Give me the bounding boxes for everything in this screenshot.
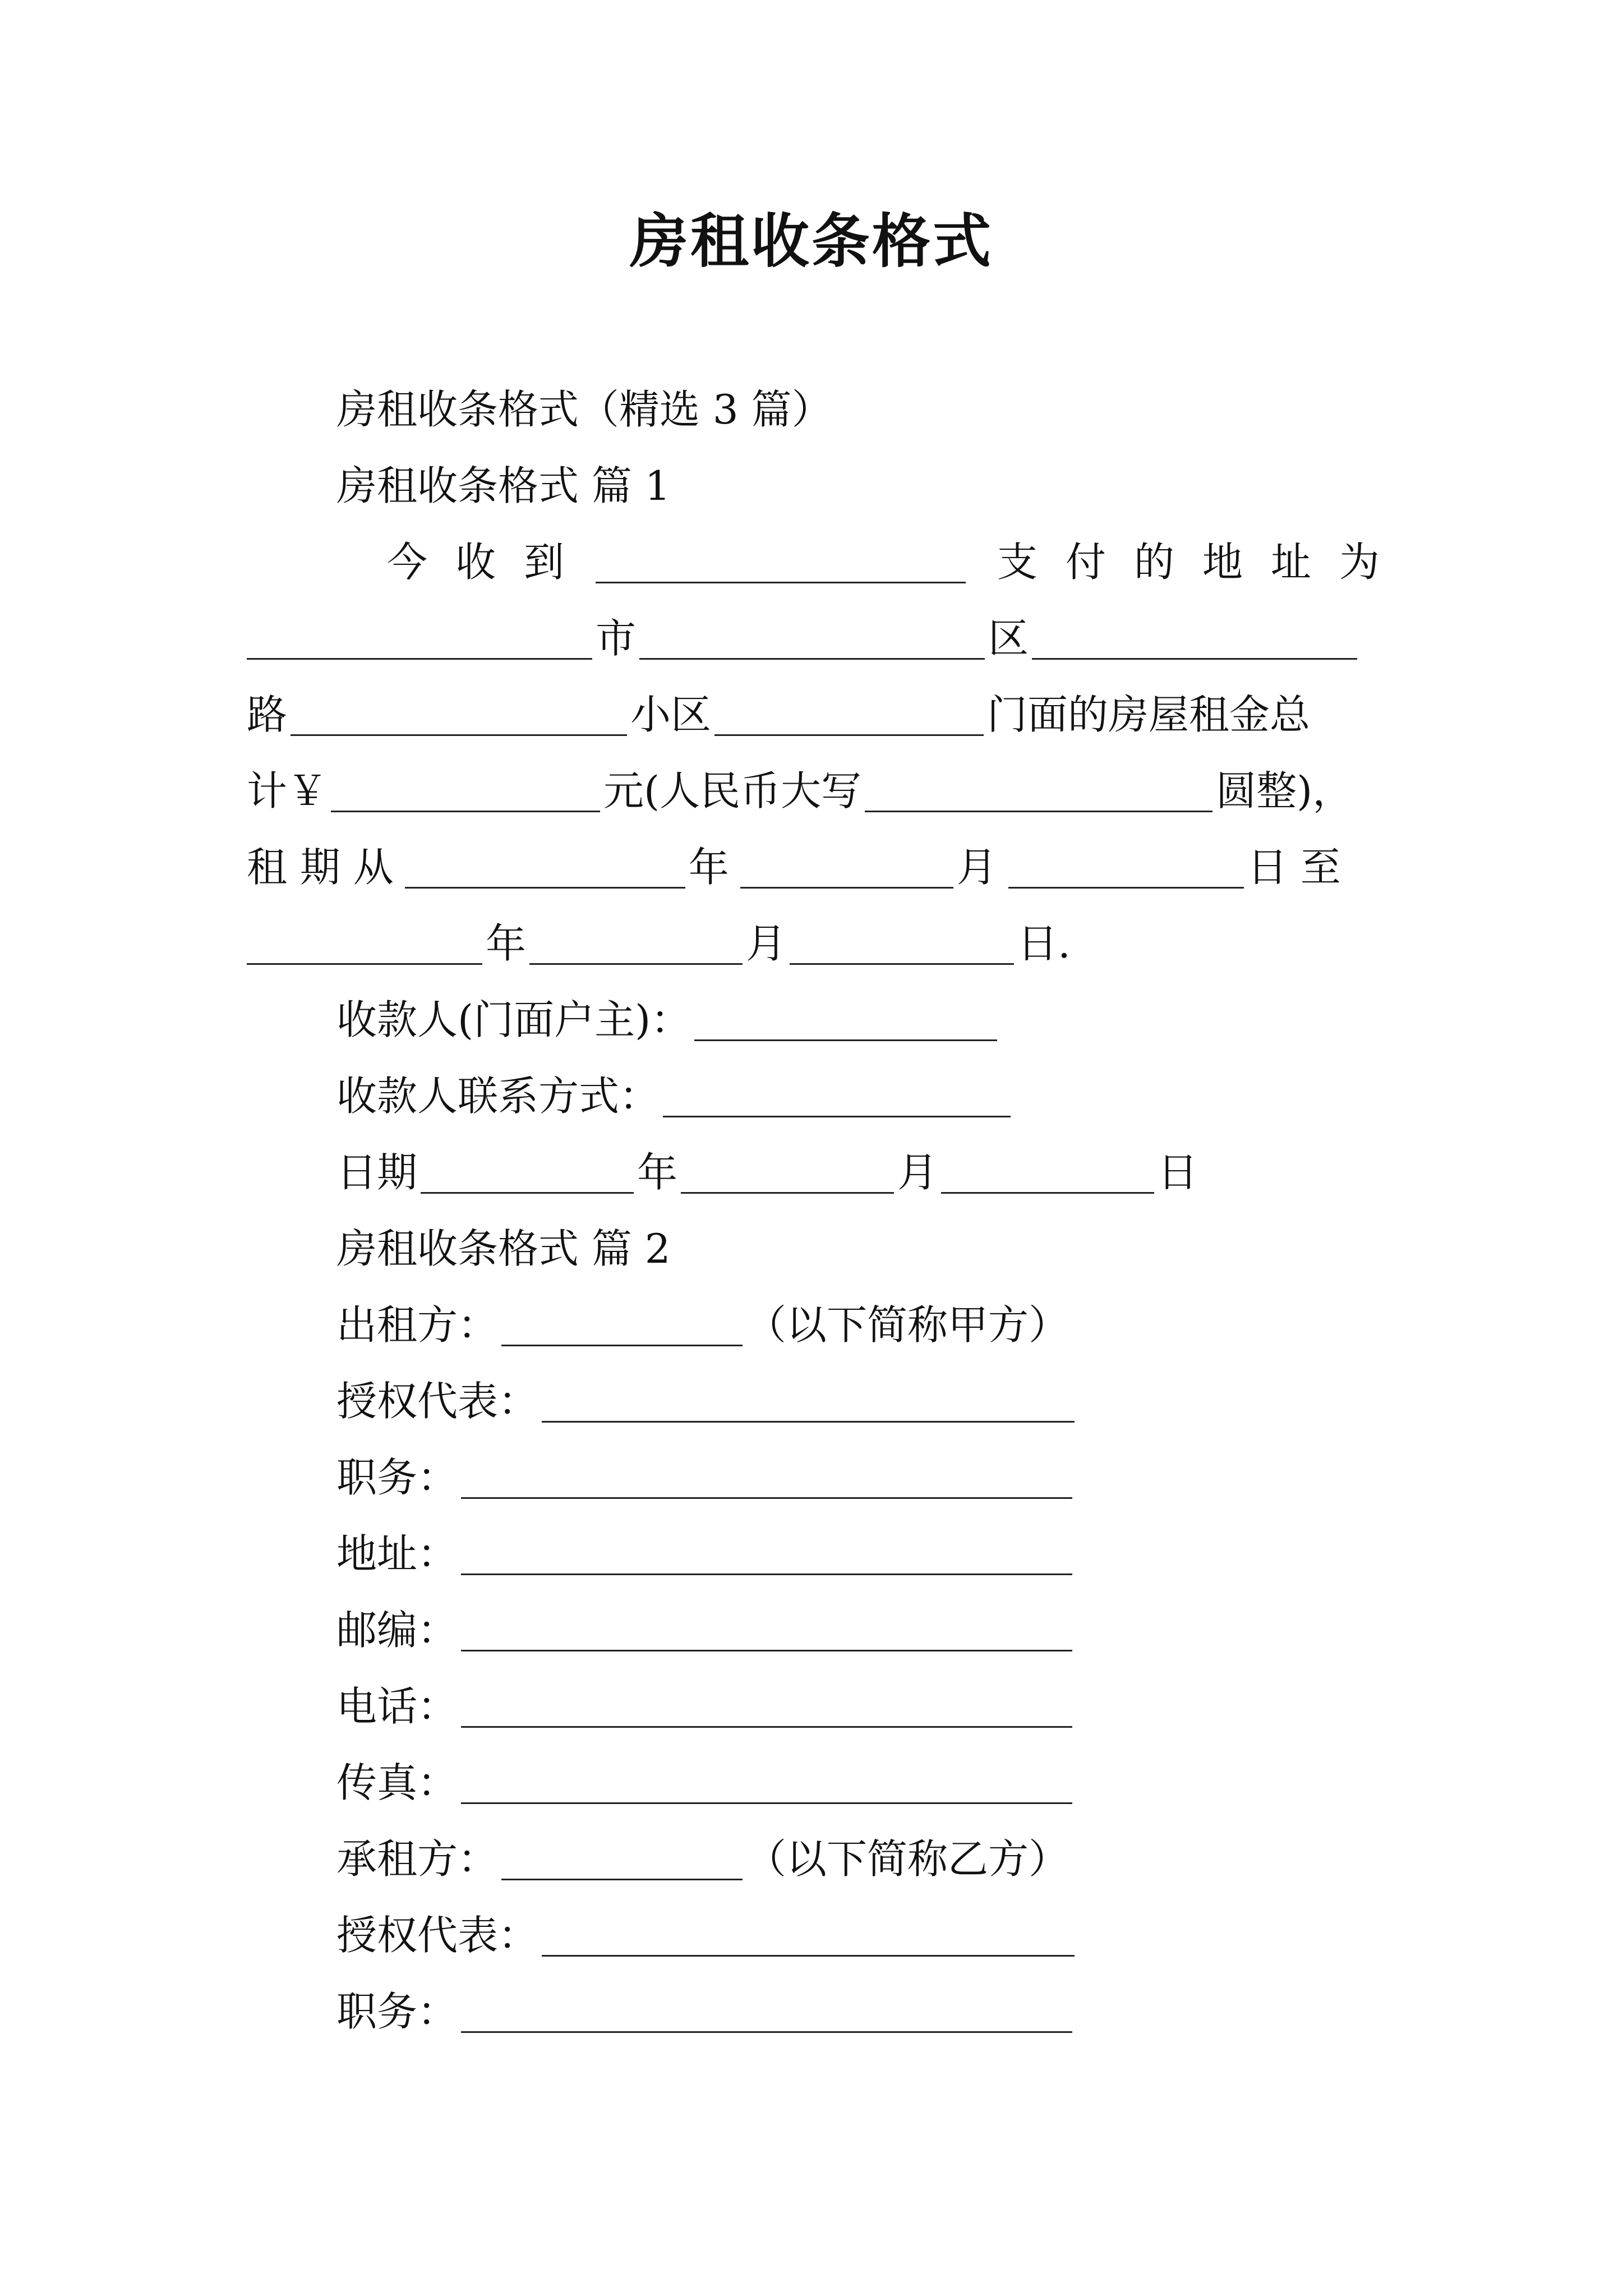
text-rmb-uppercase: 元(人民币大写 — [603, 767, 862, 815]
fax-blank[interactable] — [461, 1765, 1072, 1804]
page-title: 房租收条格式 — [629, 206, 993, 275]
part1-heading-text: 房租收条格式 篇 1 — [336, 462, 671, 509]
part1-line-4 — [247, 763, 1353, 819]
lessor-line — [336, 1297, 1069, 1353]
lessee-position-label: 职务： — [336, 1988, 458, 2035]
payee-contact-line — [336, 1068, 1014, 1124]
date-year-label: 年 — [637, 1149, 678, 1196]
text-nian-2: 年 — [486, 920, 527, 967]
lessor-position-label: 职务： — [336, 1454, 458, 1501]
text-ri-zhi: 日 至 — [1247, 844, 1341, 891]
main-heading — [336, 381, 832, 438]
date-day-label: 日 — [1158, 1149, 1198, 1196]
address-blank[interactable] — [461, 1536, 1072, 1575]
amount-uppercase-blank[interactable] — [865, 774, 1212, 812]
date-month-blank[interactable] — [681, 1155, 894, 1194]
text-fu: 付 — [1065, 539, 1106, 586]
lessee-rep-label: 授权代表： — [336, 1912, 539, 1959]
road-blank[interactable] — [1032, 621, 1357, 660]
part2-heading — [336, 1221, 671, 1277]
lessor-rep-line — [336, 1373, 1078, 1429]
part1-heading — [336, 458, 671, 514]
payee-contact-label: 收款人联系方式： — [336, 1073, 660, 1120]
end-day-blank[interactable] — [790, 926, 1014, 965]
start-year-blank[interactable] — [405, 850, 685, 889]
lessor-position-line — [336, 1450, 1076, 1506]
text-di: 地 — [1202, 539, 1243, 586]
text-shou: 收 — [455, 539, 496, 586]
part2-heading-text: 房租收条格式 篇 2 — [336, 1225, 671, 1272]
part1-line-3 — [247, 687, 1310, 743]
phone-label: 电话： — [336, 1683, 458, 1730]
payee-label: 收款人(门面户主)： — [336, 996, 691, 1043]
community-blank[interactable] — [291, 697, 627, 736]
text-dao: 到 — [524, 539, 565, 586]
text-wei: 为 — [1339, 539, 1380, 586]
postcode-line — [336, 1602, 1076, 1658]
date-label: 日期 — [336, 1149, 418, 1196]
postcode-label: 邮编： — [336, 1607, 458, 1654]
address-line — [336, 1526, 1076, 1582]
part1-line-1 — [387, 534, 1380, 590]
text-rent-total: 门面的房屋租金总 — [987, 691, 1311, 738]
text-zhi2: 址 — [1270, 539, 1311, 586]
lessee-rep-blank[interactable] — [542, 1918, 1075, 1957]
lessee-note: （以下简称乙方） — [746, 1835, 1069, 1883]
receipt-date-line — [336, 1144, 1198, 1200]
lessor-blank[interactable] — [501, 1308, 743, 1346]
part1-line-6 — [247, 915, 1071, 972]
lessee-position-blank[interactable] — [461, 1994, 1072, 2033]
amount-blank[interactable] — [331, 774, 600, 812]
phone-blank[interactable] — [461, 1689, 1072, 1728]
text-yue: 月 — [956, 844, 997, 891]
lessor-note: （以下简称甲方） — [746, 1301, 1069, 1349]
postcode-blank[interactable] — [461, 1613, 1072, 1651]
text-ji-yuan: 计￥ — [247, 767, 328, 815]
end-month-blank[interactable] — [529, 926, 743, 965]
text-lu: 路 — [247, 691, 288, 738]
lessee-blank[interactable] — [501, 1842, 743, 1880]
lessee-position-line — [336, 1984, 1076, 2040]
text-jin: 今 — [387, 539, 428, 586]
text-ri-2: 日. — [1017, 920, 1071, 967]
payee-blank[interactable] — [694, 1002, 997, 1041]
lessor-label: 出租方： — [336, 1301, 499, 1349]
lessee-label: 承租方： — [336, 1835, 499, 1883]
city-blank[interactable] — [247, 621, 592, 660]
text-yuan-zheng: 圆整)， — [1216, 767, 1353, 815]
lessor-rep-label: 授权代表： — [336, 1378, 539, 1425]
text-xiaoqu: 小区 — [630, 691, 712, 738]
main-heading-text: 房租收条格式（精选 3 篇） — [336, 386, 832, 433]
text-zhi: 支 — [997, 539, 1038, 586]
lessor-position-blank[interactable] — [461, 1460, 1072, 1499]
payer-blank[interactable] — [596, 545, 966, 583]
fax-label: 传真： — [336, 1759, 458, 1806]
text-zuqi-cong: 租 期 从 — [247, 844, 394, 891]
phone-line — [336, 1678, 1076, 1734]
text-nian: 年 — [688, 844, 729, 891]
lessor-rep-blank[interactable] — [542, 1384, 1075, 1423]
address-label: 地址： — [336, 1530, 458, 1577]
lessee-line — [336, 1831, 1069, 1887]
date-year-blank[interactable] — [421, 1155, 634, 1194]
payee-contact-blank[interactable] — [663, 1079, 1011, 1117]
end-year-blank[interactable] — [247, 926, 482, 965]
text-qu: 区 — [988, 615, 1029, 662]
start-day-blank[interactable] — [1008, 850, 1244, 889]
text-yue-2: 月 — [746, 920, 787, 967]
part1-line-5 — [247, 839, 1341, 895]
date-month-label: 月 — [897, 1149, 938, 1196]
text-de: 的 — [1133, 539, 1174, 586]
start-month-blank[interactable] — [740, 850, 953, 889]
date-day-blank[interactable] — [941, 1155, 1154, 1194]
fax-line — [336, 1755, 1076, 1811]
text-shi: 市 — [596, 615, 637, 662]
lessee-rep-line — [336, 1907, 1078, 1963]
part1-line-2 — [247, 610, 1361, 666]
district-blank[interactable] — [639, 621, 985, 660]
storefront-blank[interactable] — [714, 697, 984, 736]
payee-line — [336, 992, 1000, 1048]
